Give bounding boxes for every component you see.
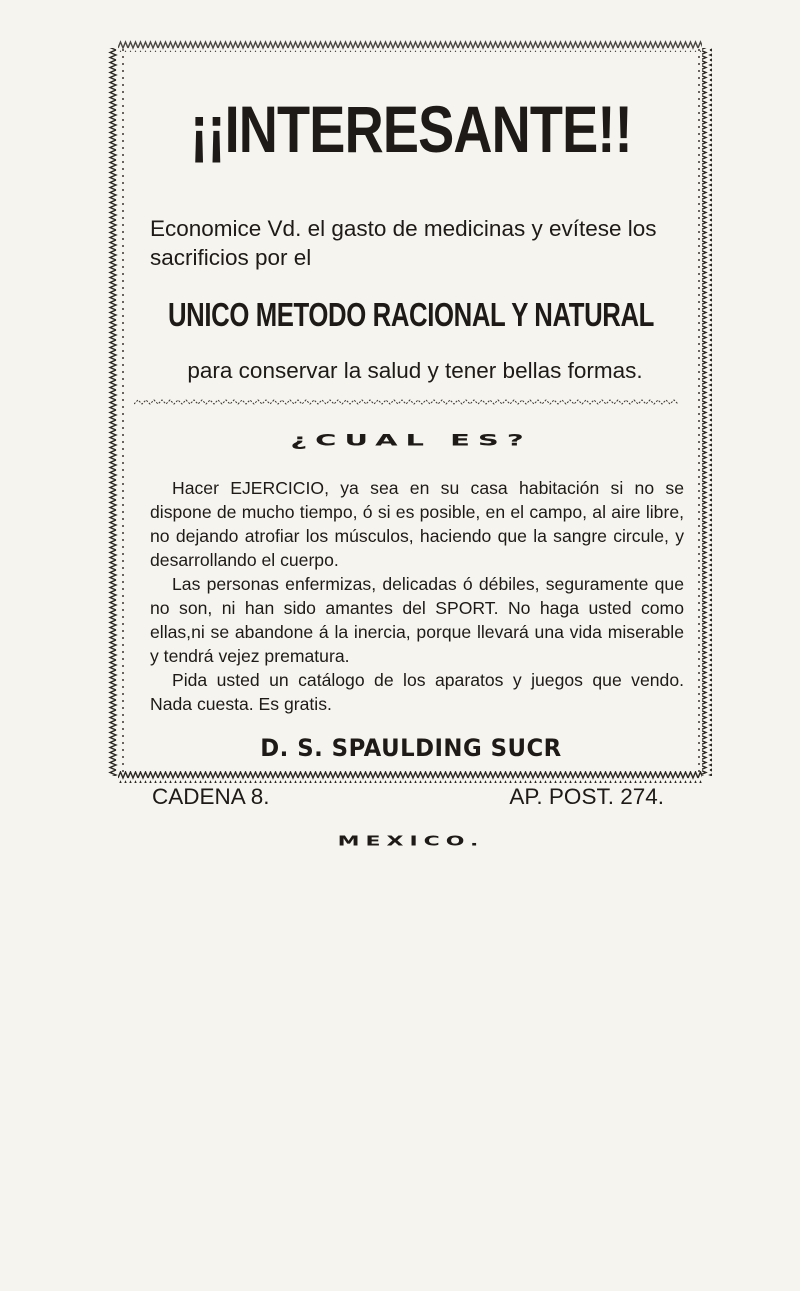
- seller-name: D. S. SPAULDING SUCR: [260, 734, 562, 762]
- headline: ¡¡INTERESANTE!!: [190, 92, 632, 166]
- intro-text: Economice Vd. el gasto de medicinas y evítese los sacrificios por el: [150, 216, 657, 270]
- body-paragraph: Hacer EJERCICIO, ya sea en su casa habitación si no se dispone de mucho tiempo, ó si es posible, en el campo, al aire libre, no dejando atrofiar los músculos, haciendo que la sangre circule, y desarrollando el cuerpo.: [150, 478, 684, 570]
- address-postbox: AP. POST. 274.: [509, 784, 664, 809]
- divider: [134, 396, 682, 408]
- city: MEXICO.: [337, 834, 485, 850]
- question-heading: ¿CUAL ES?: [290, 430, 532, 450]
- ad-content: [138, 90, 684, 856]
- advertisement: [108, 40, 712, 850]
- body-paragraph: Las personas enfermizas, delicadas ó débiles, seguramente que no son, ni han sido amantes del SPORT. No haga usted como ellas,ni se abandone á la inercia, porque llevará una vida miserable y tendrá vejez prematura.: [150, 574, 684, 666]
- body-text: [138, 476, 684, 716]
- address-street: CADENA 8.: [152, 784, 270, 809]
- body-paragraph: Pida usted un catálogo de los aparatos y juegos que vendo. Nada cuesta. Es gratis.: [150, 670, 684, 714]
- intro-end-text: para conservar la salud y tener bellas formas.: [187, 358, 643, 383]
- method-title: UNICO METODO RACIONAL Y NATURAL: [167, 296, 655, 333]
- address: [138, 784, 684, 810]
